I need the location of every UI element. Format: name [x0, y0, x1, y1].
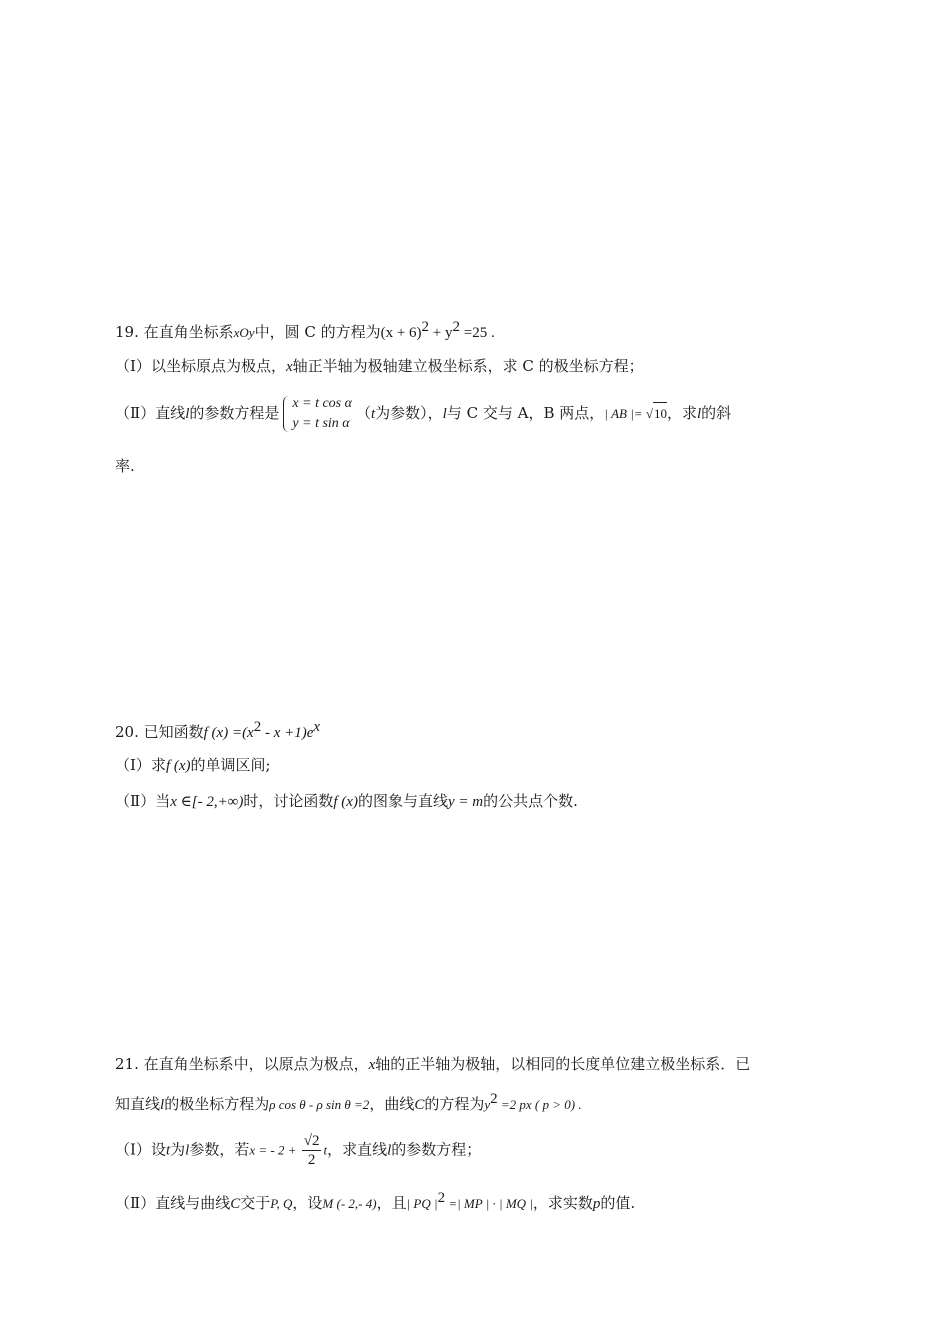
q21-polar: ρ cos θ - ρ sin θ =2: [269, 1097, 370, 1112]
q21-curve2: =2 px ( p > 0) .: [497, 1097, 582, 1112]
q19-t: t: [370, 406, 376, 422]
q21-p1-c: 参数，若: [189, 1140, 250, 1159]
q19-p2-b: 的参数方程是: [189, 404, 280, 422]
q19-p1-a: 以坐标原点为极点，: [150, 357, 286, 375]
q21-l: l: [160, 1097, 165, 1113]
q19-eq2: + y: [429, 325, 453, 341]
q19-eq: (x + 6): [380, 325, 422, 341]
q20-f-sup: x: [313, 719, 321, 735]
q20-p2-a: 当: [155, 792, 171, 810]
q19-p2-e: 与 C 交与 A，B 两点，: [446, 404, 605, 422]
q21-p2-label: （Ⅱ）: [115, 1194, 156, 1212]
q21-p2-b: 交于: [240, 1194, 271, 1212]
q19-coord: xOy: [233, 325, 255, 340]
q21-l3: l: [387, 1142, 392, 1159]
q19-sys-row1: x = t cos α: [292, 396, 352, 411]
q21-t: t: [165, 1142, 171, 1159]
q19-sqrt10: 10: [653, 402, 667, 425]
q21-p1-a: 设: [150, 1140, 166, 1159]
q21-part2: （Ⅱ）直线与曲线C交于P, Q，设M (- 2,- 4)，且| PQ $|^2$ =| MP | · | MQ |，求实数p的值.: [115, 1190, 636, 1212]
q19-p2-a: 直线: [155, 404, 186, 422]
q20-f: f (x) =(x: [203, 725, 254, 741]
q21-p1-e: 的参数方程；: [391, 1140, 482, 1159]
q21-part1: [115, 1132, 481, 1169]
q21-cond2: =| MP | · | MQ |: [445, 1196, 533, 1211]
q21-stem-2: 知直线l的极坐标方程为ρ cos θ - ρ sin θ =2，曲线C的方程为$y^2 =2$ px ( p > 0) .: [115, 1091, 582, 1113]
q21-xeq: x = - 2 +: [249, 1142, 300, 1158]
q19-p1-label: （Ⅰ）: [115, 357, 151, 375]
q21-p1-d: ，求直线: [327, 1140, 388, 1159]
q21-lead: 21. 在直角坐标系中，以原点为极点，: [115, 1055, 369, 1073]
q19-mid: 中，圆 C 的方程为: [254, 323, 381, 341]
q21-t2: t: [323, 1142, 328, 1158]
q19-part2-cont: [115, 455, 135, 477]
q19-l2: l: [442, 406, 447, 422]
q19-p2-f: ，求: [666, 404, 697, 422]
q21-fraction: [302, 1132, 322, 1169]
q19-p1-b: 轴正半轴为极轴建立极坐标系，求 C 的极坐标方程；: [292, 357, 644, 375]
q20-fx2: f (x): [333, 794, 358, 810]
q21-l2-c: ，曲线: [369, 1095, 415, 1113]
q21-p1-label: （Ⅰ）: [115, 1140, 151, 1159]
q20-domain: x ∈[- 2,+∞): [170, 794, 244, 810]
q19-p2-g: 的斜: [701, 404, 732, 422]
q19-part2: （Ⅱ）直线l的参数方程是 x = t cos α y = t sin α （t为参数），l与 C 交与 A，B 两点，| AB |= √10，求l的斜: [115, 394, 731, 434]
q20-ym: y = m: [447, 794, 484, 810]
q21-stem-1: [115, 1053, 750, 1076]
q21-p2-c: ，设: [292, 1194, 323, 1212]
q19-l3: l: [696, 406, 702, 422]
q19-p2-h: 率.: [115, 457, 135, 475]
q21-x: x: [368, 1057, 376, 1073]
q21-frac-den: 2: [307, 1152, 316, 1168]
q21-frac-num: √2: [303, 1133, 320, 1149]
q21-curve: y: [484, 1097, 491, 1112]
q21-l2: l: [185, 1142, 190, 1159]
q21-M: M (- 2,- 4): [322, 1196, 377, 1211]
q21-l2-b: 的极坐标方程为: [164, 1095, 270, 1113]
q21-C2: C: [230, 1196, 241, 1212]
q19-param-system: [283, 394, 352, 434]
q19-p2-d: 为参数），: [375, 404, 443, 422]
q20-f2: - x +1)e: [261, 725, 314, 741]
q19-ab: | AB |=: [604, 406, 646, 421]
q21-p1-b: 为: [170, 1140, 186, 1159]
q21-p2-a: 直线与曲线: [155, 1194, 231, 1212]
q19-sys-row2: y = t sin α: [292, 416, 350, 431]
q20-p2-d: 的公共点个数.: [483, 792, 578, 810]
q20-fx: f (x): [165, 758, 191, 774]
q19-p2-c: （: [355, 404, 371, 422]
q20-p2-c: 的图象与直线: [357, 792, 448, 810]
q21-lead2: 轴的正半轴为极轴，以相同的长度单位建立极坐标系．已: [375, 1055, 751, 1073]
q21-C: C: [414, 1097, 425, 1113]
q21-l2-a: 知直线: [115, 1095, 161, 1113]
q20-p2-b: 时，讨论函数: [243, 792, 334, 810]
q20-lead: 20. 已知函数: [115, 723, 204, 741]
q21-PQ: P, Q: [270, 1196, 293, 1211]
q20-stem: 20. 已知函数f $(x) =(x^2 - x +1)e^x$: [115, 719, 321, 741]
q19-part1: [115, 355, 644, 378]
q20-p1-b: 的单调区间;: [190, 756, 271, 774]
q21-p2-d: ，且: [376, 1194, 407, 1212]
q20-p1-label: （Ⅰ）: [115, 756, 151, 774]
q21-p2-f: 的值.: [600, 1194, 636, 1212]
q20-p1-a: 求: [150, 756, 166, 774]
q20-p2-label: （Ⅱ）: [115, 792, 156, 810]
q21-p: p: [592, 1196, 601, 1212]
q21-p2-e: ，求实数: [532, 1194, 593, 1212]
q20-part1: [115, 754, 271, 777]
q19-p2-label: （Ⅱ）: [115, 404, 156, 422]
q21-l2-d: 的方程为: [424, 1095, 485, 1113]
q21-cond: | PQ |: [406, 1196, 438, 1211]
q19-p1-x: x: [285, 359, 293, 375]
q20-part2: [115, 790, 578, 813]
q19-lead: 19. 在直角坐标系: [115, 323, 234, 341]
q19-eq3: =25 .: [460, 325, 495, 341]
q19-l: l: [185, 406, 190, 422]
q19-stem: 19. 在直角坐标系xOy中，圆 C 的方程为$(x + 6)^2 + y^2 =25$ .: [115, 319, 495, 341]
